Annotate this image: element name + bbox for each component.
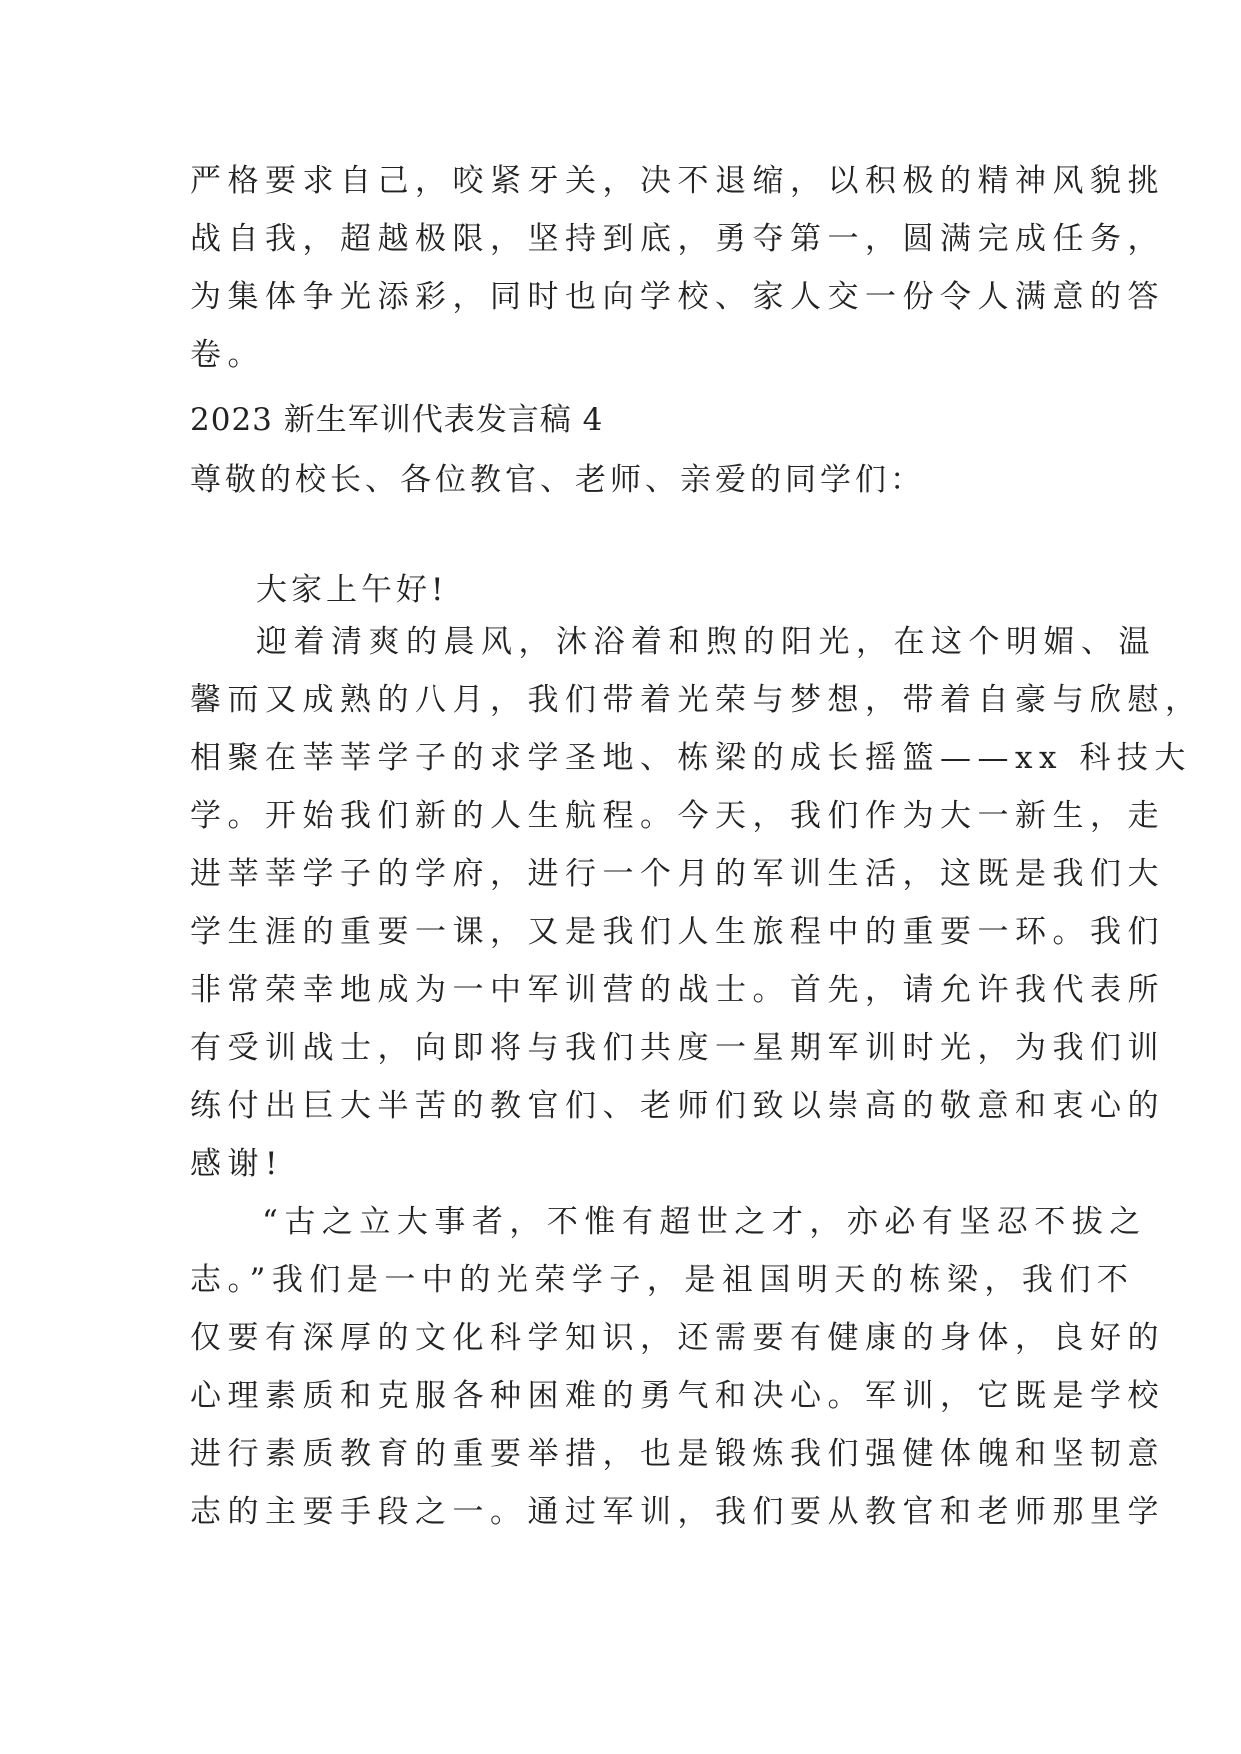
section-title: 2023 新生军训代表发言稿 4 [190, 402, 604, 438]
text-line: 为集体争光添彩，同时也向学校、家人交一份令人满意的答 [190, 279, 1165, 315]
text-line: 感谢! [190, 1146, 284, 1182]
text-line: 学生涯的重要一课，又是我们人生旅程中的重要一环。我们 [190, 914, 1165, 950]
text-line: 进行素质教育的重要举措，也是锻炼我们强健体魄和坚韧意 [190, 1436, 1165, 1472]
text-line: 卷。 [190, 337, 265, 373]
text-line: 战自我，超越极限，坚持到底，勇夺第一，圆满完成任务， [190, 221, 1165, 257]
text-line: 有受训战士，向即将与我们共度一星期军训时光，为我们训 [190, 1030, 1165, 1066]
text-line: 仅要有深厚的文化科学知识，还需要有健康的身体，良好的 [190, 1320, 1165, 1356]
text-line: 相聚在莘莘学子的求学圣地、栋梁的成长摇篮——xx 科技大 [190, 740, 1192, 776]
continuation-paragraph [190, 152, 1165, 384]
greeting: 大家上午好! [256, 572, 448, 608]
text-line: 练付出巨大半苦的教官们、老师们致以崇高的敬意和衷心的 [190, 1088, 1165, 1124]
text-line: 心理素质和克服各种困难的勇气和决心。军训，它既是学校 [190, 1378, 1165, 1414]
text-line: 学。开始我们新的人生航程。今天，我们作为大一新生，走 [190, 798, 1165, 834]
text-line: 非常荣幸地成为一中军训营的战士。首先，请允许我代表所 [190, 972, 1165, 1008]
paragraph-2 [190, 1193, 1165, 1541]
text-line: “古之立大事者，不惟有超世之才，亦必有坚忍不拔之 [262, 1204, 1147, 1240]
text-line: 馨而又成熟的八月，我们带着光荣与梦想，带着自豪与欣慰， [190, 682, 1203, 718]
text-line: 志。”我们是一中的光荣学子，是祖国明天的栋梁，我们不 [190, 1262, 1135, 1298]
text-line: 严格要求自己，咬紧牙关，决不退缩，以积极的精神风貌挑 [190, 163, 1165, 199]
text-line: 志的主要手段之一。通过军训，我们要从教官和老师那里学 [190, 1494, 1165, 1530]
text-line: 进莘莘学子的学府，进行一个月的军训生活，这既是我们大 [190, 856, 1165, 892]
salutation: 尊敬的校长、各位教官、老师、亲爱的同学们： [190, 462, 925, 498]
text-line: 迎着清爽的晨风，沐浴着和煦的阳光，在这个明媚、温 [256, 624, 1156, 660]
paragraph-1 [190, 613, 1203, 1193]
